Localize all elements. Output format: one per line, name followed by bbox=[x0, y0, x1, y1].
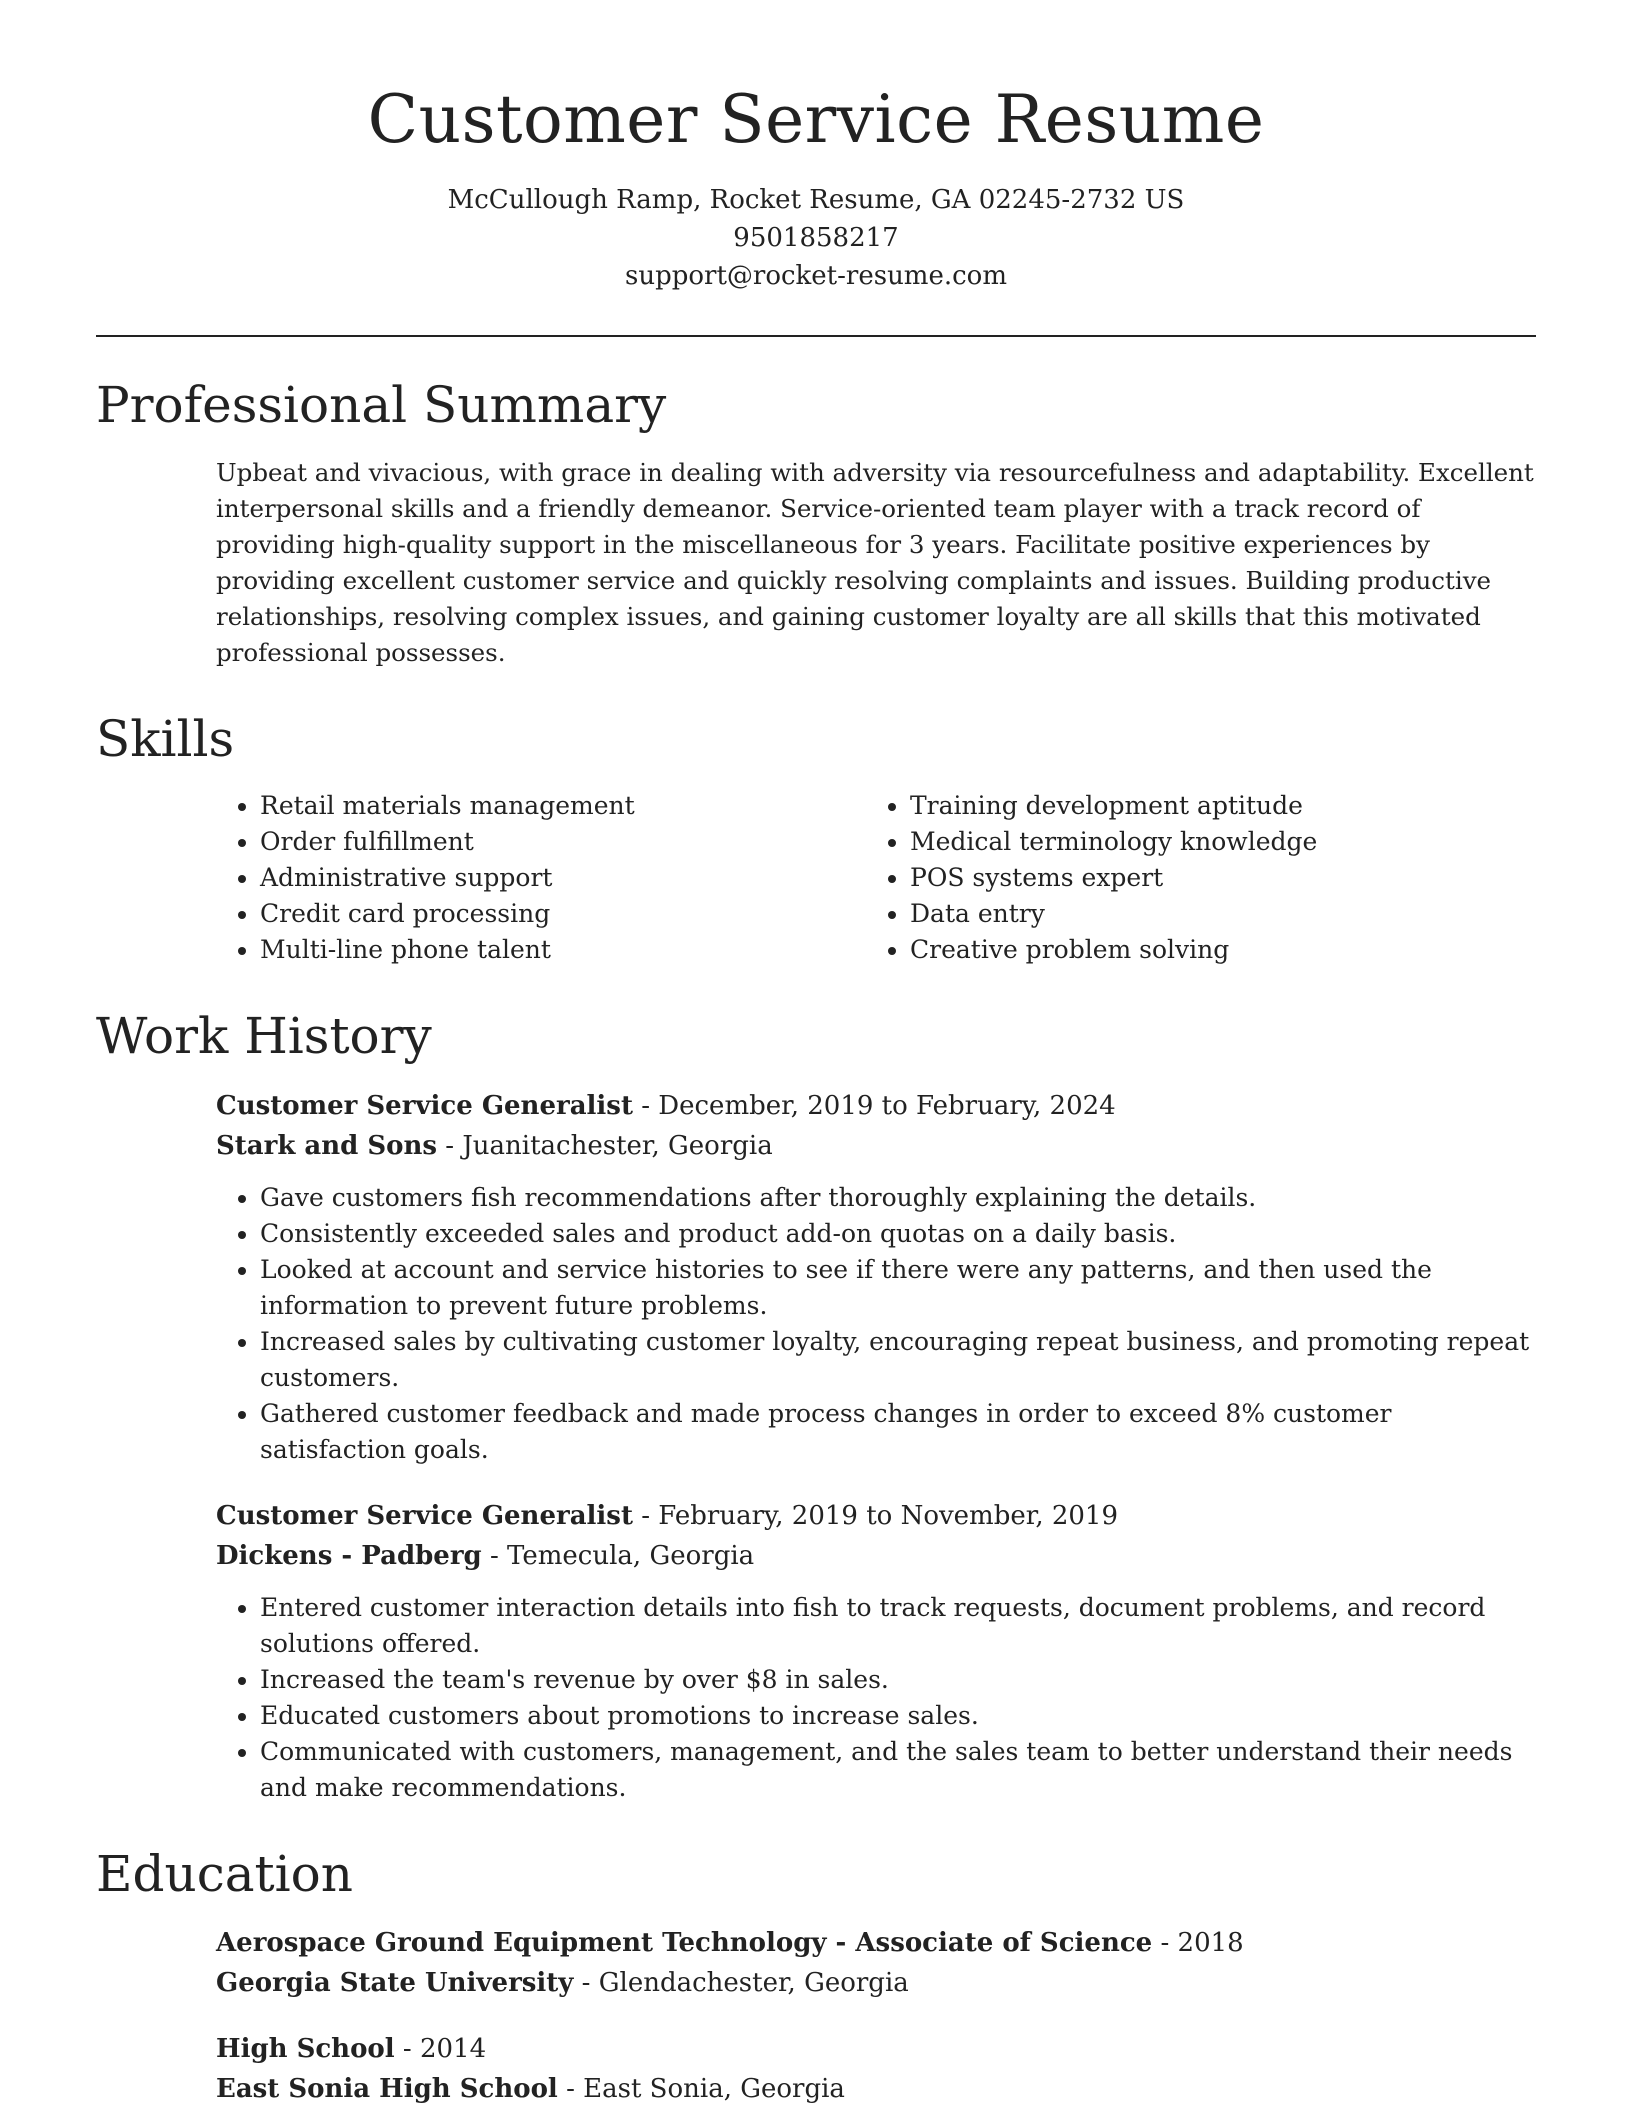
skills-list-right bbox=[866, 788, 1516, 968]
education-school-line bbox=[216, 2069, 1536, 2109]
job-bullet-list bbox=[216, 1180, 1536, 1468]
job-title-line bbox=[216, 1496, 1536, 1536]
header-divider bbox=[96, 335, 1536, 337]
skill-item: • Creative problem solving bbox=[910, 932, 1516, 968]
job-bullet: • Increased sales by cultivating customer loyalty, encouraging repeat business, and promoting repeat customers. bbox=[260, 1324, 1536, 1396]
job-company: Dickens - Padberg bbox=[216, 1540, 482, 1571]
education-entry bbox=[96, 1923, 1536, 2003]
skills-grid bbox=[96, 788, 1536, 968]
job-bullet: • Increased the team's revenue by over $8 in sales. bbox=[260, 1662, 1536, 1698]
job-title-line bbox=[216, 1086, 1536, 1126]
education-degree-line bbox=[216, 1923, 1536, 1963]
education-degree: Aerospace Ground Equipment Technology - Associate of Science bbox=[216, 1928, 1153, 1959]
resume-header bbox=[96, 80, 1536, 295]
contact-info bbox=[96, 181, 1536, 295]
skills-section bbox=[96, 711, 1536, 969]
job-title: Customer Service Generalist bbox=[216, 1090, 633, 1121]
skill-item: • Administrative support bbox=[260, 860, 866, 896]
job-bullets bbox=[216, 1180, 1536, 1468]
skills-column-left bbox=[216, 788, 866, 968]
job-bullet: • Educated customers about promotions to increase sales. bbox=[260, 1698, 1536, 1734]
education-degree-line bbox=[216, 2029, 1536, 2069]
education-heading: Education bbox=[96, 1844, 353, 1903]
job-location: - Juanitachester, Georgia bbox=[437, 1130, 773, 1161]
work-history-section bbox=[96, 1008, 1536, 1806]
skill-item: • Data entry bbox=[910, 896, 1516, 932]
job-bullet-list bbox=[216, 1590, 1536, 1806]
education-entry bbox=[96, 2029, 1536, 2109]
summary-section bbox=[96, 377, 1536, 671]
summary-text: Upbeat and vivacious, with grace in dealing with adversity via resourcefulness and adaptability. Excellent interpersonal skills and a friendly demeanor. Service-oriented team player with a track record of providing high-quality support in the miscellaneous for 3 years. Facilitate positive experiences by providing excellent customer service and quickly resolving complaints and issues. Building productive relationships, resolving complex issues, and gaining customer loyalty are all skills that this motivated professional possesses. bbox=[216, 457, 1534, 667]
job-bullet: • Gave customers fish recommendations after thoroughly explaining the details. bbox=[260, 1180, 1536, 1216]
job-bullets bbox=[216, 1590, 1536, 1806]
education-school: East Sonia High School bbox=[216, 2074, 558, 2105]
summary-body bbox=[96, 455, 1536, 671]
skills-list-left bbox=[216, 788, 866, 968]
skill-item: • Medical terminology knowledge bbox=[910, 824, 1516, 860]
job-bullet: • Consistently exceeded sales and product add-on quotas on a daily basis. bbox=[260, 1216, 1536, 1252]
skill-item: • POS systems expert bbox=[910, 860, 1516, 896]
job-dates: - December, 2019 to February, 2024 bbox=[632, 1090, 1116, 1121]
education-location: - East Sonia, Georgia bbox=[557, 2074, 845, 2105]
job-company-line bbox=[216, 1126, 1536, 1166]
resume-title: Customer Service Resume bbox=[367, 81, 1265, 158]
education-year: - 2014 bbox=[394, 2034, 487, 2065]
contact-email: support@rocket-resume.com bbox=[624, 261, 1007, 292]
job-title: Customer Service Generalist bbox=[216, 1500, 633, 1531]
contact-phone: 9501858217 bbox=[733, 223, 899, 254]
job-location: - Temecula, Georgia bbox=[481, 1540, 755, 1571]
education-section bbox=[96, 1846, 1536, 2110]
skill-item: • Credit card processing bbox=[260, 896, 866, 932]
skills-column-right bbox=[866, 788, 1516, 968]
skill-item: • Retail materials management bbox=[260, 788, 866, 824]
contact-address: McCullough Ramp, Rocket Resume, GA 02245-2732 US bbox=[447, 185, 1185, 216]
skill-item: • Training development aptitude bbox=[910, 788, 1516, 824]
work-history-heading: Work History bbox=[96, 1007, 432, 1066]
job-entry bbox=[96, 1496, 1536, 1806]
skill-item: • Order fulfillment bbox=[260, 824, 866, 860]
education-location: - Glendachester, Georgia bbox=[573, 1968, 909, 1999]
summary-heading: Professional Summary bbox=[96, 376, 667, 435]
job-bullet: • Entered customer interaction details into fish to track requests, document problems, and record solutions offered. bbox=[260, 1590, 1536, 1662]
job-dates: - February, 2019 to November, 2019 bbox=[632, 1500, 1119, 1531]
job-entry bbox=[96, 1086, 1536, 1468]
job-company-line bbox=[216, 1536, 1536, 1576]
skills-heading: Skills bbox=[96, 709, 235, 768]
job-company: Stark and Sons bbox=[216, 1130, 438, 1161]
education-degree: High School bbox=[216, 2034, 395, 2065]
skill-item: • Multi-line phone talent bbox=[260, 932, 866, 968]
job-bullet: • Communicated with customers, management, and the sales team to better understand their needs and make recommendations. bbox=[260, 1734, 1536, 1806]
job-bullet: • Looked at account and service histories to see if there were any patterns, and then used the information to prevent future problems. bbox=[260, 1252, 1536, 1324]
education-school-line bbox=[216, 1963, 1536, 2003]
education-school: Georgia State University bbox=[216, 1968, 574, 1999]
job-bullet: • Gathered customer feedback and made process changes in order to exceed 8% customer satisfaction goals. bbox=[260, 1396, 1536, 1468]
education-year: - 2018 bbox=[1152, 1928, 1244, 1959]
